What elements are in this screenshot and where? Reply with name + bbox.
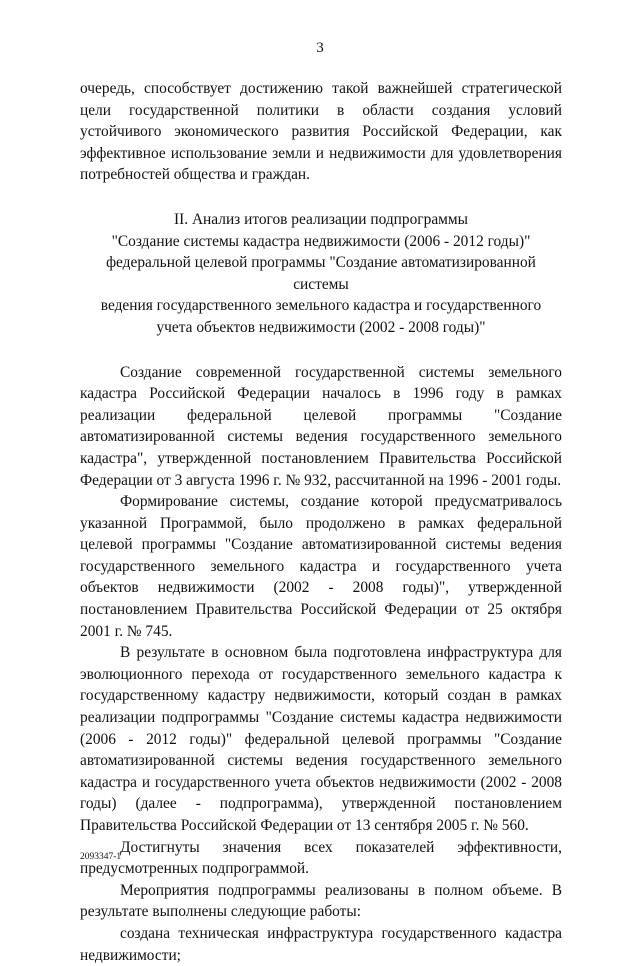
body-paragraph: создана техническая инфраструктура государственного кадастра недвижимости; (80, 924, 562, 964)
body-paragraph: Создание современной государственной системы земельного кадастра Российской Федерации началось в 1996 году в рамках реализации федеральной целевой программы "Создание автоматизированной системы ведения государственного земельного кадастра", утвержденной постановлением Правительства Российской Федерации от 3 августа 1996 г. № 932, рассчитанной на 1996 - 2001 годы. (80, 363, 562, 489)
section-heading-line: ведения государственного земельного кадастра и государственного (100, 297, 542, 315)
intro-paragraph: очередь, способствует достижению такой важнейшей стратегической цели государственной политики в области создания условий устойчивого экономического развития Российской Федерации, как эффективное использование земли и недвижимости для удовлетворения потребностей общества и граждан. (80, 80, 562, 184)
page-number: 3 (316, 40, 324, 56)
section-heading-line: учета объектов недвижимости (2002 - 2008 годы)" (156, 318, 486, 336)
section-heading-line: федеральной целевой программы "Создание автоматизированной системы (106, 254, 536, 293)
section-heading-line: II. Анализ итогов реализации подпрограммы (174, 210, 468, 228)
section-heading (80, 209, 562, 339)
body-paragraph: Достигнуты значения всех показателей эффективности, предусмотренных подпрограммой. (80, 838, 562, 878)
body-paragraph: Мероприятия подпрограммы реализованы в полном объеме. В результате выполнены следующие работы: (80, 881, 562, 921)
body-paragraph: Формирование системы, создание которой предусматривалось указанной Программой, было продолжено в рамках федеральной целевой программы "Создание автоматизированной системы ведения государственного земельного кадастра и государственного учета объектов недвижимости (2002 - 2008 годы)", утвержденной постановлением Правительства Российской Федерации от 25 октября 2001 г. № 745. (80, 493, 562, 640)
section-heading-line: "Создание системы кадастра недвижимости (2006 - 2012 годы)" (111, 232, 531, 250)
page-content (80, 78, 562, 966)
body-paragraph: В результате в основном была подготовлена инфраструктура для эволюционного перехода от государственного земельного кадастра к государственному кадастру недвижимости, который создан в рамках реализации подпрограммы "Создание системы кадастра недвижимости (2006 - 2012 годы)" федеральной целевой программы "Создание автоматизированной системы ведения государственного земельного кадастра и государственного учета объектов недвижимости (2002 - 2008 годы) (далее - подпрограмма), утвержденной постановлением Правительства Российской Федерации от 13 сентября 2005 г. № 560. (80, 644, 562, 834)
document-code: 2093347-1 (80, 852, 122, 862)
